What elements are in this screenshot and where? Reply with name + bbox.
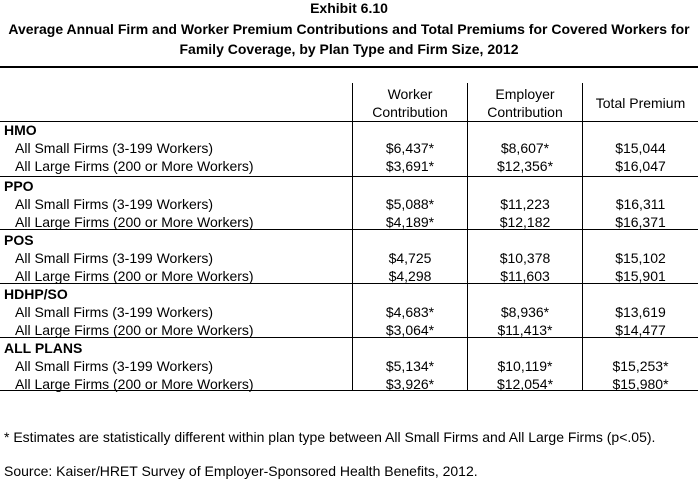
employer-contribution-cell: $12,356* [496,158,554,174]
row-label: All Small Firms (3-199 Workers) [15,196,214,212]
row-label: All Large Firms (200 or More Workers) [15,214,254,230]
worker-contribution-cell: $6,437* [385,140,435,156]
worker-contribution-cell: $4,683* [385,304,435,320]
total-premium-cell: $13,619 [615,304,666,320]
employer-contribution-cell: $11,603 [500,268,550,284]
group-heading: HMO [4,122,37,138]
row-label: All Large Firms (200 or More Workers) [15,158,254,174]
group-heading: PPO [4,178,34,194]
row-label: All Small Firms (3-199 Workers) [15,304,214,320]
group-heading: POS [4,232,34,248]
section-rule [0,176,698,177]
row-label: All Large Firms (200 or More Workers) [15,322,254,338]
worker-contribution-cell: $3,064* [385,322,435,338]
total-premium-cell: $15,253* [612,358,669,374]
row-label: All Small Firms (3-199 Workers) [15,140,214,156]
employer-contribution-cell: $12,054* [496,376,554,392]
total-premium-cell: $15,044 [615,140,666,156]
worker-contribution-cell: $4,725 [388,250,432,266]
header-worker-contribution: Worker Contribution [372,86,448,120]
worker-contribution-cell: $3,926* [385,376,435,392]
total-premium-cell: $15,901 [615,268,666,284]
footnote: * Estimates are statistically different within plan type between All Small Firms and All Large Firms (p<.05). [4,429,656,445]
source-note: Source: Kaiser/HRET Survey of Employer-Sponsored Health Benefits, 2012. [4,463,478,479]
total-premium-cell: $16,311 [615,196,666,212]
employer-contribution-cell: $10,378 [499,250,551,266]
worker-contribution-cell: $3,691* [385,158,435,174]
row-label: All Large Firms (200 or More Workers) [15,376,254,392]
row-label: All Small Firms (3-199 Workers) [15,250,214,266]
employer-contribution-cell: $11,223 [500,196,550,212]
employer-contribution-cell: $10,119* [497,358,553,374]
column-divider-2 [467,83,468,390]
employer-contribution-cell: $8,936* [500,304,550,320]
group-heading: HDHP/SO [4,286,68,302]
column-divider-1 [352,83,353,390]
total-premium-cell: $16,371 [615,214,666,230]
row-label: All Large Firms (200 or More Workers) [15,268,254,284]
top-rule [0,66,698,68]
employer-contribution-cell: $8,607* [500,140,550,156]
column-divider-3 [582,83,583,390]
employer-contribution-cell: $11,413* [497,322,553,338]
section-rule [0,121,698,122]
employer-contribution-cell: $12,182 [499,214,551,230]
total-premium-cell: $16,047 [615,158,666,174]
group-heading: ALL PLANS [4,340,83,356]
worker-contribution-cell: $4,189* [385,214,435,230]
worker-contribution-cell: $5,134* [385,358,435,374]
table-title: Average Annual Firm and Worker Premium Contributions and Total Premiums for Covered Workers for Family Coverage, by Plan Type and Firm Size, 2012 [8,21,690,57]
header-total-premium: Total Premium [595,95,686,111]
exhibit-label: Exhibit 6.10 [310,0,388,16]
worker-contribution-cell: $4,298 [388,268,432,284]
worker-contribution-cell: $5,088* [385,196,435,212]
row-label: All Small Firms (3-199 Workers) [15,358,214,374]
total-premium-cell: $15,102 [615,250,666,266]
header-employer-contribution: Employer Contribution [487,86,563,120]
total-premium-cell: $14,477 [615,322,666,338]
total-premium-cell: $15,980* [612,376,669,392]
